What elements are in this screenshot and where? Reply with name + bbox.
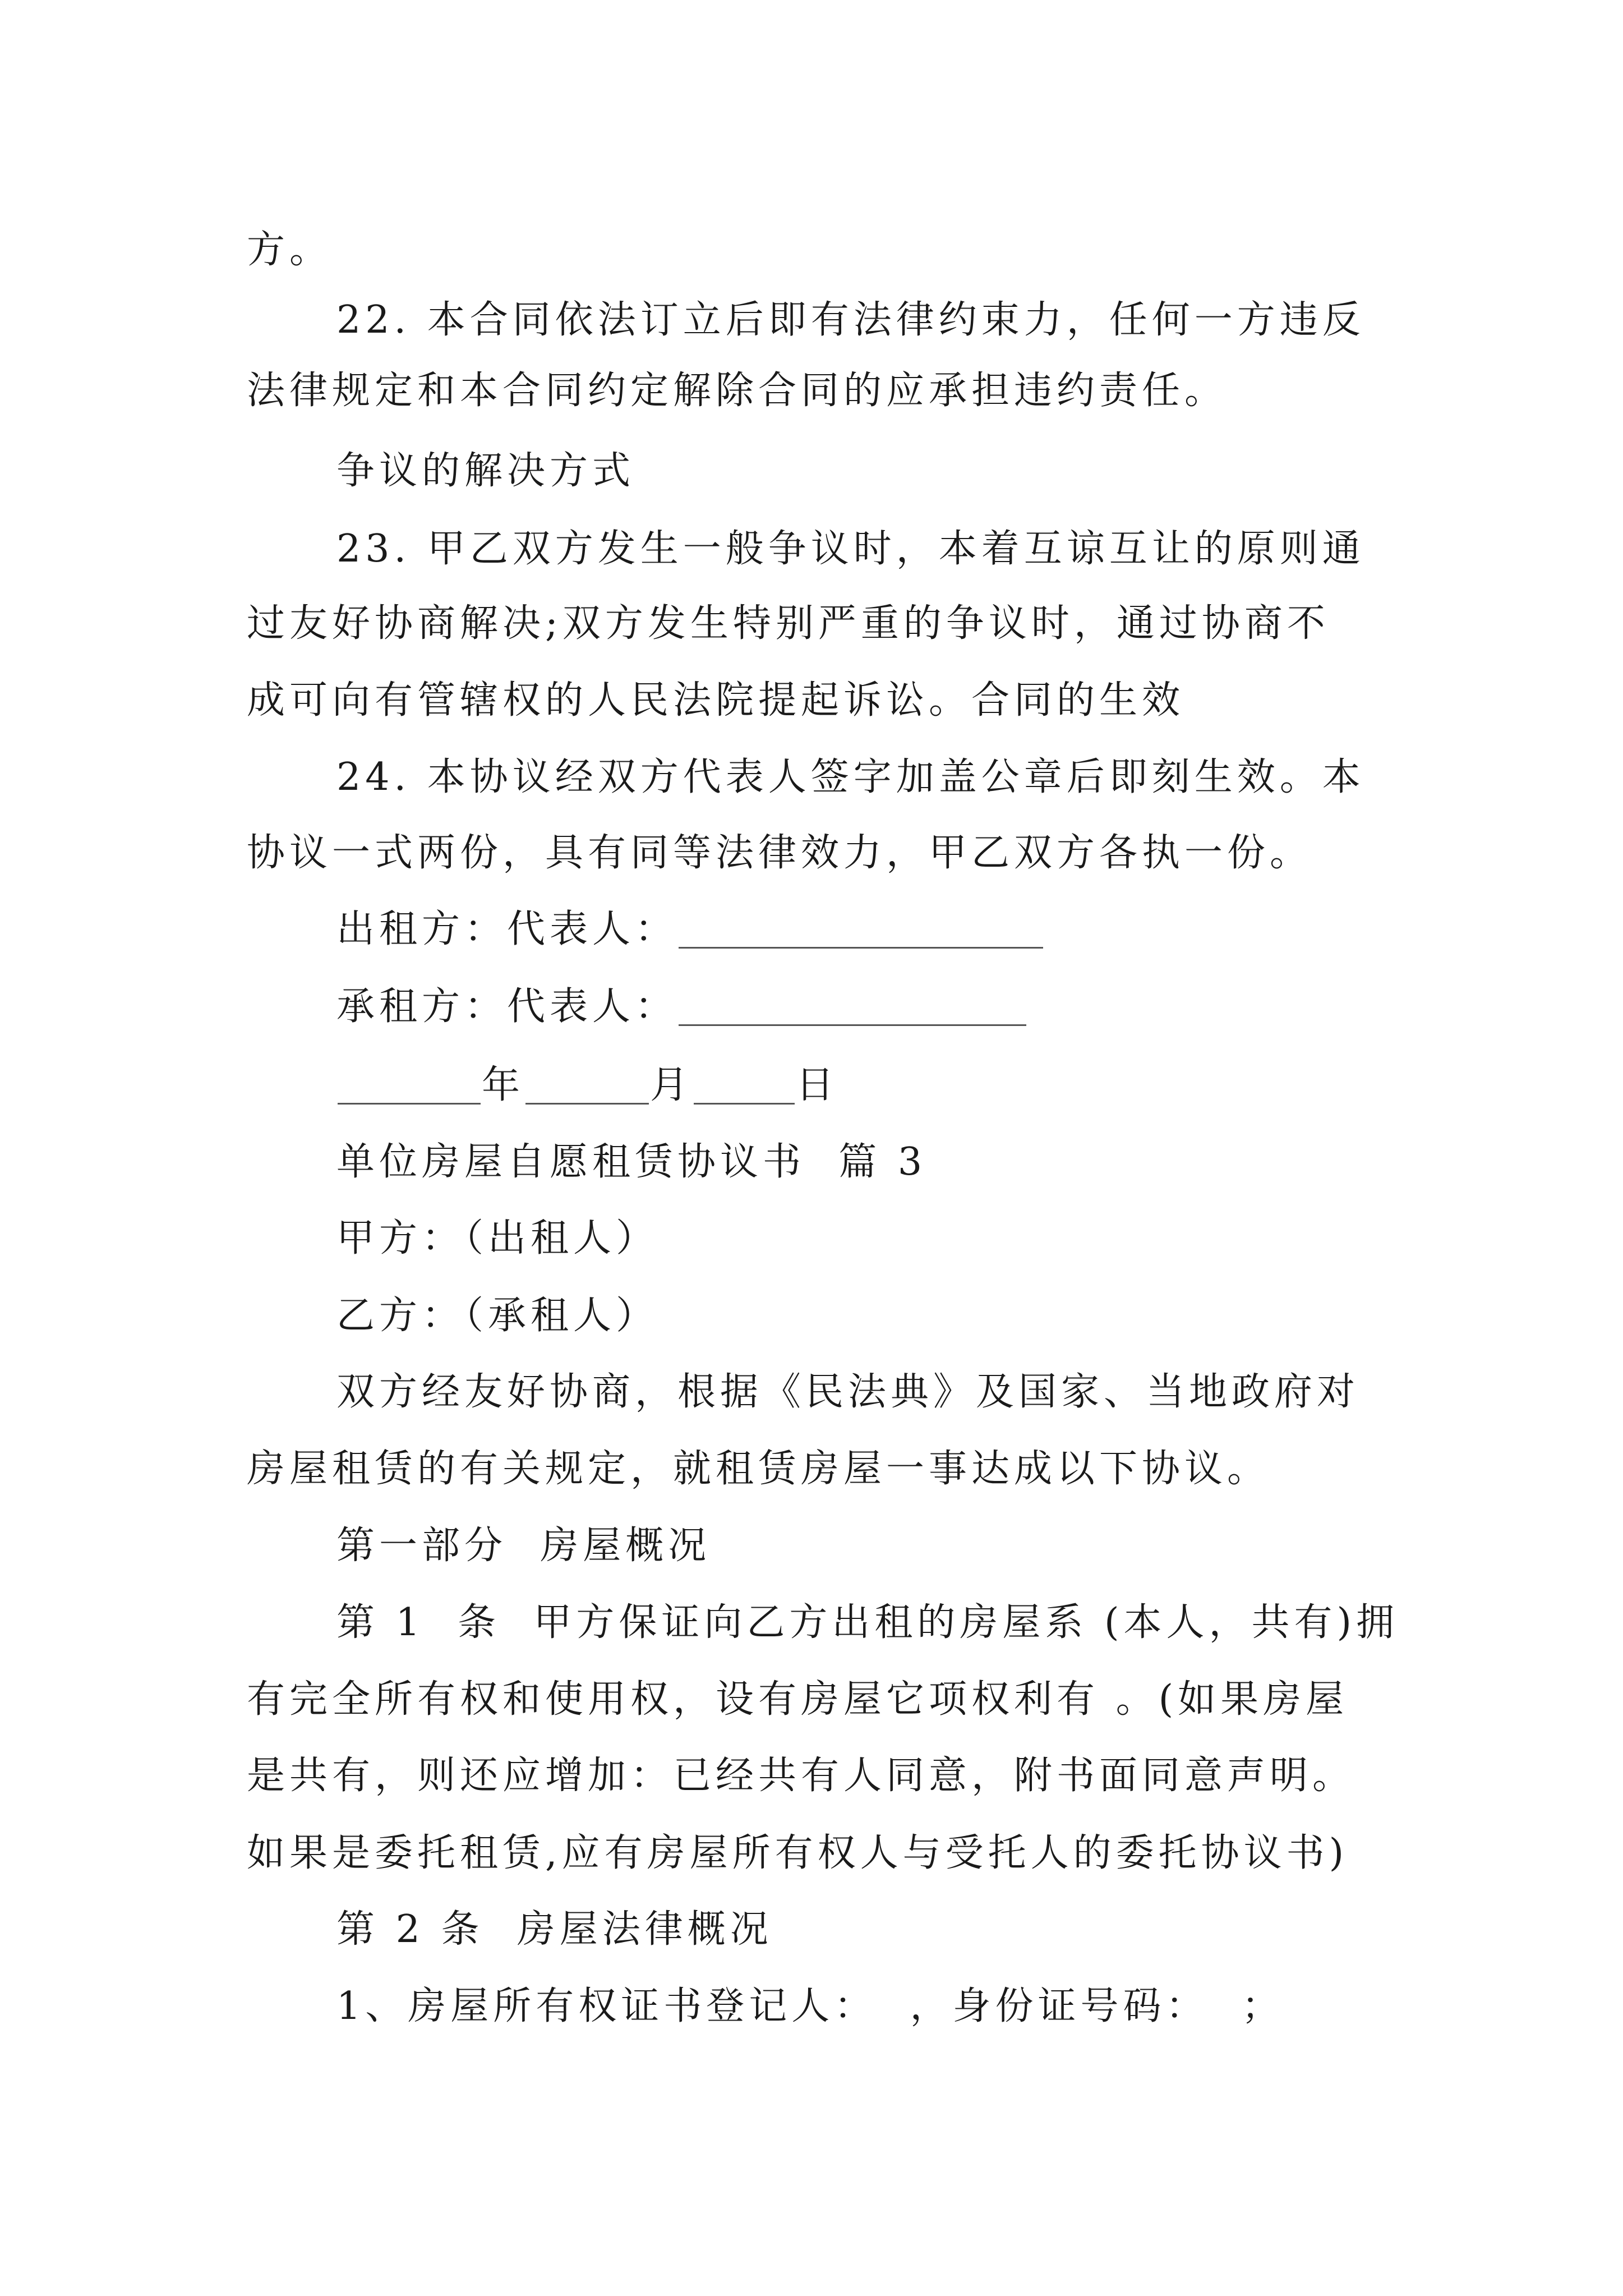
day-blank xyxy=(694,1068,795,1105)
paragraph-text: 是共有，则还应增加：已经共有人同意，附书面同意声明。 xyxy=(247,1754,1355,1798)
article-2-item-1: 1、房屋所有权证书登记人： ，身份证号码： ； xyxy=(336,1984,1284,2028)
lessee-representative-blank xyxy=(679,990,1026,1026)
section-heading: 争议的解决方式 xyxy=(336,449,635,493)
lessor-representative-blank xyxy=(679,912,1043,949)
clause-22: 22. 本合同依法订立后即有法律约束力，任何一方违反 xyxy=(336,298,1365,342)
year-blank xyxy=(338,1068,481,1105)
lessee-label: 承租方：代表人： xyxy=(336,984,678,1029)
paragraph-text: 法律规定和本合同约定解除合同的应承担违约责任。 xyxy=(247,369,1228,413)
date-line xyxy=(336,1063,839,1107)
clause-24: 24. 本协议经双方代表人签字加盖公章后即刻生效。本 xyxy=(336,755,1365,799)
paragraph-text: 协议一式两份，具有同等法律效力，甲乙双方各执一份。 xyxy=(247,831,1313,875)
year-label: 年 xyxy=(482,1063,525,1107)
agreement-title: 单位房屋自愿租赁协议书 篇 3 xyxy=(336,1140,927,1184)
paragraph-text: 方。 xyxy=(247,228,333,272)
paragraph-text: 有完全所有权和使用权，设有房屋它项权利有 。(如果房屋 xyxy=(247,1677,1349,1722)
party-b: 乙方：（承租人） xyxy=(336,1294,659,1338)
lessee-signature-line xyxy=(336,984,1027,1029)
month-blank xyxy=(525,1068,649,1105)
party-a: 甲方：（出租人） xyxy=(336,1216,659,1260)
paragraph-text: 过友好协商解决;双方发生特别严重的争议时，通过协商不 xyxy=(247,601,1330,646)
paragraph-text: 如果是委托租赁,应有房屋所有权人与受托人的委托协议书) xyxy=(247,1831,1349,1875)
lessor-signature-line xyxy=(336,907,1044,951)
article-2: 第 2 条 房屋法律概况 xyxy=(336,1907,773,1952)
lessor-label: 出租方：代表人： xyxy=(336,907,678,951)
paragraph-text: 成可向有管辖权的人民法院提起诉讼。合同的生效 xyxy=(247,678,1185,723)
preamble: 双方经友好协商，根据《民法典》及国家、当地政府对 xyxy=(336,1370,1360,1414)
article-1: 第 1 条 甲方保证向乙方出租的房屋系 (本人，共有)拥 xyxy=(336,1600,1399,1645)
day-label: 日 xyxy=(796,1063,839,1107)
paragraph-text: 房屋租赁的有关规定，就租赁房屋一事达成以下协议。 xyxy=(247,1447,1270,1491)
clause-23: 23. 甲乙双方发生一般争议时，本着互谅互让的原则通 xyxy=(336,527,1365,571)
part-heading: 第一部分 房屋概况 xyxy=(336,1524,711,1568)
month-label: 月 xyxy=(650,1063,693,1107)
